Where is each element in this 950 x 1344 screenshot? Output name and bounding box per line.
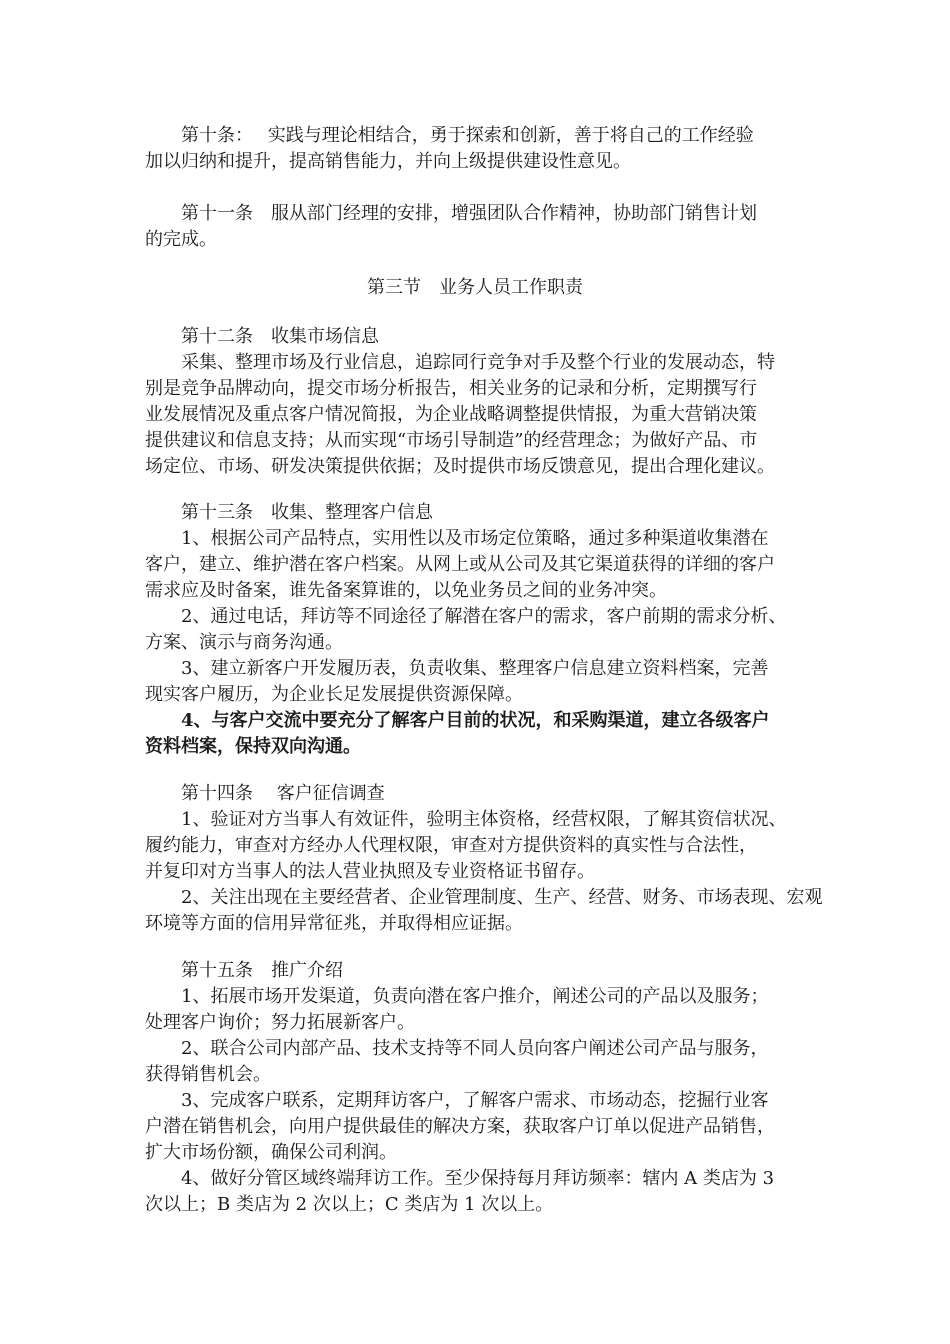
article-14-line: 2、关注出现在主要经营者、企业管理制度、生产、经营、财务、市场表现、宏观	[181, 887, 823, 908]
article-15-line: 2、联合公司内部产品、技术支持等不同人员向客户阐述公司产品与服务，	[181, 1038, 769, 1059]
article-14-line: 环境等方面的信用异常征兆，并取得相应证据。	[145, 913, 523, 934]
article-13-line: 方案、演示与商务沟通。	[145, 632, 343, 653]
article-13-line: 客户，建立、维护潜在客户档案。从网上或从公司及其它渠道获得的详细的客户	[145, 554, 775, 575]
article-12-heading: 第十二条 收集市场信息	[181, 326, 379, 347]
article-12-line: 场定位、市场、研发决策提供依据；及时提供市场反馈意见，提出合理化建议。	[145, 456, 775, 477]
article-12-line: 提供建议和信息支持；从而实现“市场引导制造”的经营理念；为做好产品、市	[145, 430, 758, 451]
article-13-line: 现实客户履历，为企业长足发展提供资源保障。	[145, 684, 523, 705]
article-15-line: 获得销售机会。	[145, 1064, 271, 1085]
article-15-line: 处理客户询价；努力拓展新客户。	[145, 1012, 415, 1033]
article-11-line-1: 第十一条 服从部门经理的安排，增强团队合作精神，协助部门销售计划	[181, 203, 757, 224]
article-10-line-1: 第十条： 实践与理论相结合，勇于探索和创新，善于将自己的工作经验	[181, 125, 754, 146]
article-13-line: 4、与客户交流中要充分了解客户目前的状况，和采购渠道，建立各级客户	[181, 710, 770, 731]
article-15-line: 户潜在销售机会，向用户提供最佳的解决方案，获取客户订单以促进产品销售，	[145, 1116, 775, 1137]
article-13-line: 1、根据公司产品特点，实用性以及市场定位策略，通过多种渠道收集潜在	[181, 528, 769, 549]
article-15-line: 次以上；B 类店为 2 次以上；C 类店为 1 次以上。	[145, 1194, 554, 1215]
article-13-line: 需求应及时备案，谁先备案算谁的，以免业务员之间的业务冲突。	[145, 580, 667, 601]
article-14-line: 1、验证对方当事人有效证件，验明主体资格，经营权限，了解其资信状况、	[181, 809, 787, 830]
article-13-line: 资料档案，保持双向沟通。	[145, 736, 361, 757]
article-11-line-2: 的完成。	[145, 229, 217, 250]
article-15-line: 4、做好分管区域终端拜访工作。至少保持每月拜访频率：辖内 A 类店为 3	[181, 1168, 775, 1189]
article-10-line-2: 加以归纳和提升，提高销售能力，并向上级提供建设性意见。	[145, 151, 631, 172]
article-13-line: 3、建立新客户开发履历表，负责收集、整理客户信息建立资料档案，完善	[181, 658, 769, 679]
section-title: 第三节 业务人员工作职责	[367, 277, 583, 298]
article-15-line: 3、完成客户联系，定期拜访客户，了解客户需求、市场动态，挖掘行业客	[181, 1090, 769, 1111]
article-14-line: 并复印对方当事人的法人营业执照及专业资格证书留存。	[145, 861, 595, 882]
article-13-heading: 第十三条 收集、整理客户信息	[181, 502, 433, 523]
article-12-line: 采集、整理市场及行业信息，追踪同行竞争对手及整个行业的发展动态，特	[181, 352, 775, 373]
article-15-heading: 第十五条 推广介绍	[181, 960, 343, 981]
article-13-line: 2、通过电话，拜访等不同途径了解潜在客户的需求，客户前期的需求分析、	[181, 606, 787, 627]
article-14-line: 履约能力，审查对方经办人代理权限，审查对方提供资料的真实性与合法性，	[145, 835, 757, 856]
article-15-line: 扩大市场份额，确保公司利润。	[145, 1142, 397, 1163]
article-12-line: 别是竞争品牌动向，提交市场分析报告，相关业务的记录和分析，定期撰写行	[145, 378, 757, 399]
article-14-heading: 第十四条 客户征信调查	[181, 783, 385, 804]
article-12-line: 业发展情况及重点客户情况简报，为企业战略调整提供情报，为重大营销决策	[145, 404, 757, 425]
article-15-line: 1、拓展市场开发渠道，负责向潜在客户推介，阐述公司的产品以及服务；	[181, 986, 769, 1007]
